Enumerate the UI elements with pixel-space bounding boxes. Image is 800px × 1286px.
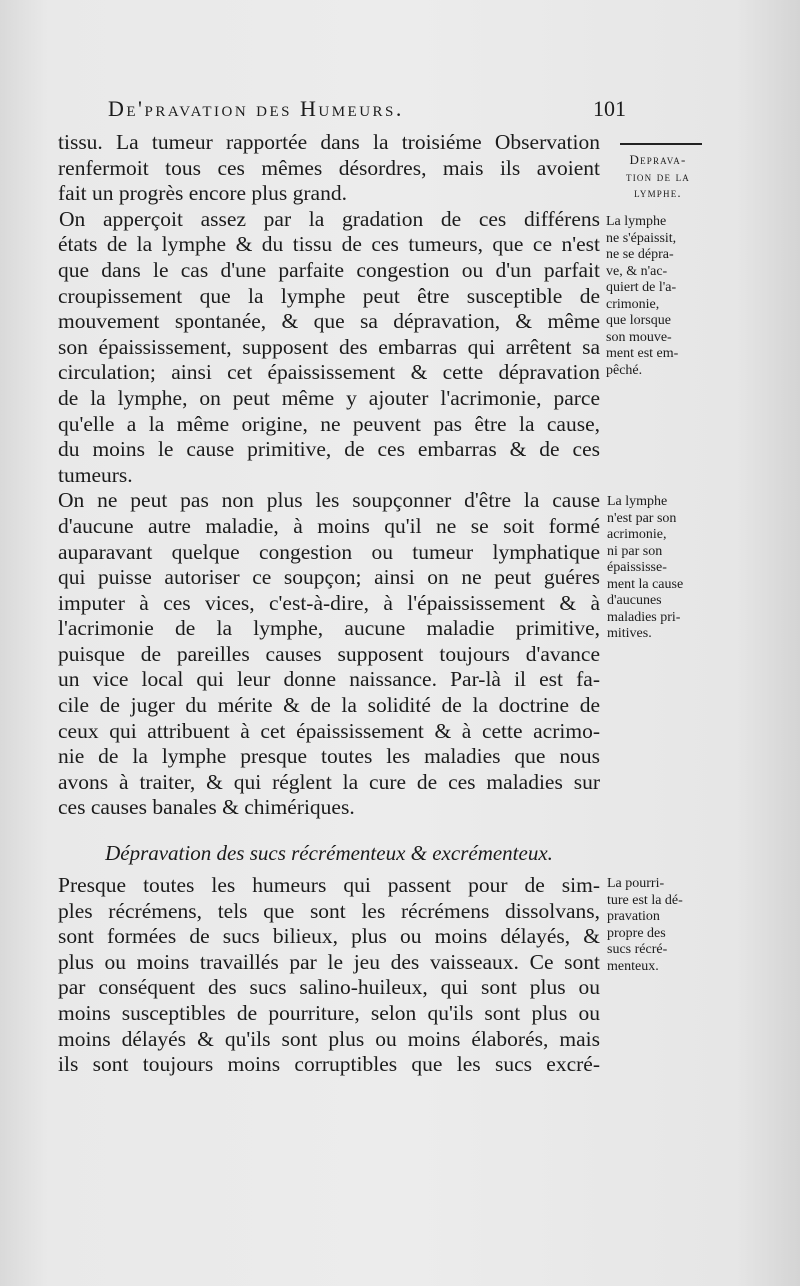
page-header [108, 96, 626, 130]
margin-note-line: pêché. [606, 362, 643, 378]
margin-note-line: crimonie, [606, 296, 660, 312]
text-line: ples récrémens, tels que sont les récrémens dissolvans, [58, 898, 600, 923]
margin-note-line: épaississe- [607, 560, 667, 575]
margin-note-line: quiert de l'a- [606, 280, 677, 295]
main-text [58, 130, 600, 1078]
text-line: croupissement que la lymphe peut être susceptible de [58, 283, 600, 308]
text-line: tissu. La tumeur rapportée dans la troisiéme Observation [58, 130, 600, 154]
margin-note-line: menteux. [607, 958, 659, 974]
margin-note-depravation [603, 152, 713, 202]
text-line: moins délayés & qu'ils sont plus ou moins élaborés, mais [58, 1026, 600, 1051]
margin-note-line: ment est em- [606, 346, 679, 361]
margin-note-line: ve, & n'ac- [606, 263, 668, 279]
text-line: cile de juger du mérite & de la solidité de la doctrine de [58, 693, 600, 718]
margin-note-line: ne se dépra- [606, 247, 674, 262]
margin-note-line: acrimonie, [607, 527, 667, 542]
margin-note-line: La pourri- [607, 876, 665, 891]
margin-note-line: pravation [607, 909, 660, 924]
text-line: du moins le cause primitive, de ces embarras & de ces [58, 437, 600, 462]
text-line: plus ou moins travaillés par le jeu des vaisseaux. Ce sont [58, 949, 600, 974]
text-line: ceux qui attribuent à cet épaississement & à cette acrimo- [58, 718, 600, 743]
text-line: l'acrimonie de la lymphe, aucune maladie primitive, [58, 616, 600, 641]
margin-note-line: Deprava- [629, 152, 687, 167]
margin-note-line: La lymphe [607, 494, 668, 509]
margin-note-lymph-thickening [606, 214, 716, 379]
text-line: fait un progrès encore plus grand. [58, 181, 347, 206]
margin-note-line: lymphe. [634, 185, 682, 200]
margin-note-line: d'aucunes [607, 593, 662, 608]
margin-note-line: ne s'épaissit, [606, 230, 677, 246]
margin-note-line: ni par son [607, 543, 663, 559]
text-line: auparavant quelque congestion ou tumeur lymphatique [58, 539, 600, 564]
margin-note-line: ment la cause [607, 576, 684, 592]
text-line: moins susceptibles de pourriture, selon qu'ils sont plus ou [58, 1001, 600, 1025]
margin-note-line: son mouve- [606, 329, 672, 345]
text-line: ces causes banales & chimériques. [58, 795, 355, 820]
text-line: sont formées de sucs bilieux, plus ou moins délayés, & [58, 924, 600, 949]
margin-note-lymph-not-cause [607, 494, 717, 643]
text-line: imputer à ces vices, c'est-à-dire, à l'épaississement & à [58, 590, 600, 615]
text-line: Presque toutes les humeurs qui passent pour de sim- [58, 873, 600, 898]
text-line: renfermoit tous ces mêmes désordres, mais ils avoient [58, 155, 600, 180]
text-line: puisque de pareilles causes supposent toujours d'avance [58, 641, 600, 666]
text-line: mouvement spontanée, & que sa dépravation, & même [58, 309, 600, 334]
margin-note-line: que lorsque [606, 313, 671, 328]
margin-note-line: sucs récré- [607, 942, 668, 957]
text-line: son épaississement, supposent des embarras qui arrêtent sa [58, 334, 600, 359]
margin-note-line: ture est la dé- [607, 892, 683, 908]
margin-note-line: propre des [607, 925, 666, 941]
text-line: On apperçoit assez par la gradation de ces différens [59, 206, 600, 231]
text-line: par conséquent des sucs salino-huileux, qui sont plus ou [58, 975, 600, 1000]
text-line: de la lymphe, on peut même y ajouter l'acrimonie, parce [58, 385, 600, 410]
text-line: tumeurs. [58, 462, 133, 487]
text-line: nie de la lymphe presque toutes les maladies que nous [58, 744, 600, 769]
running-title: De'pravation des Humeurs. [108, 96, 404, 121]
text-line: qui puisse autoriser ce soupçon; ainsi on ne peut guéres [58, 565, 600, 590]
margin-rule [620, 143, 702, 145]
margin-note-putrefaction [607, 876, 717, 975]
text-line: que dans le cas d'une parfaite congestion ou d'un parfait [58, 257, 600, 282]
text-line: d'aucune autre maladie, à moins qu'il ne se soit formé [58, 513, 600, 538]
text-line: ils sont toujours moins corruptibles que les sucs excré- [58, 1052, 600, 1077]
margin-note-line: La lymphe [606, 214, 667, 229]
text-line: états de la lymphe & du tissu de ces tumeurs, que ce n'est [58, 232, 600, 257]
text-line: avons à traiter, & qui réglent la cure de ces maladies sur [58, 769, 600, 794]
text-line: un vice local qui leur donne naissance. Par-là il est fa- [58, 667, 600, 692]
section-heading: Dépravation des sucs récrémenteux & excrémenteux. [105, 841, 553, 866]
margin-note-line: tion de la [626, 168, 690, 184]
text-line: qu'elle a la même origine, ne peuvent pas être la cause, [58, 411, 600, 436]
margin-note-line: maladies pri- [607, 609, 681, 625]
margin-note-line: n'est par son [607, 510, 677, 526]
text-line: On ne peut pas non plus les soupçonner d'être la cause [58, 488, 600, 513]
text-line: circulation; ainsi cet épaississement & cette dépravation [58, 360, 600, 385]
page-number: 101 [593, 96, 626, 121]
margin-note-line: mitives. [607, 626, 652, 641]
